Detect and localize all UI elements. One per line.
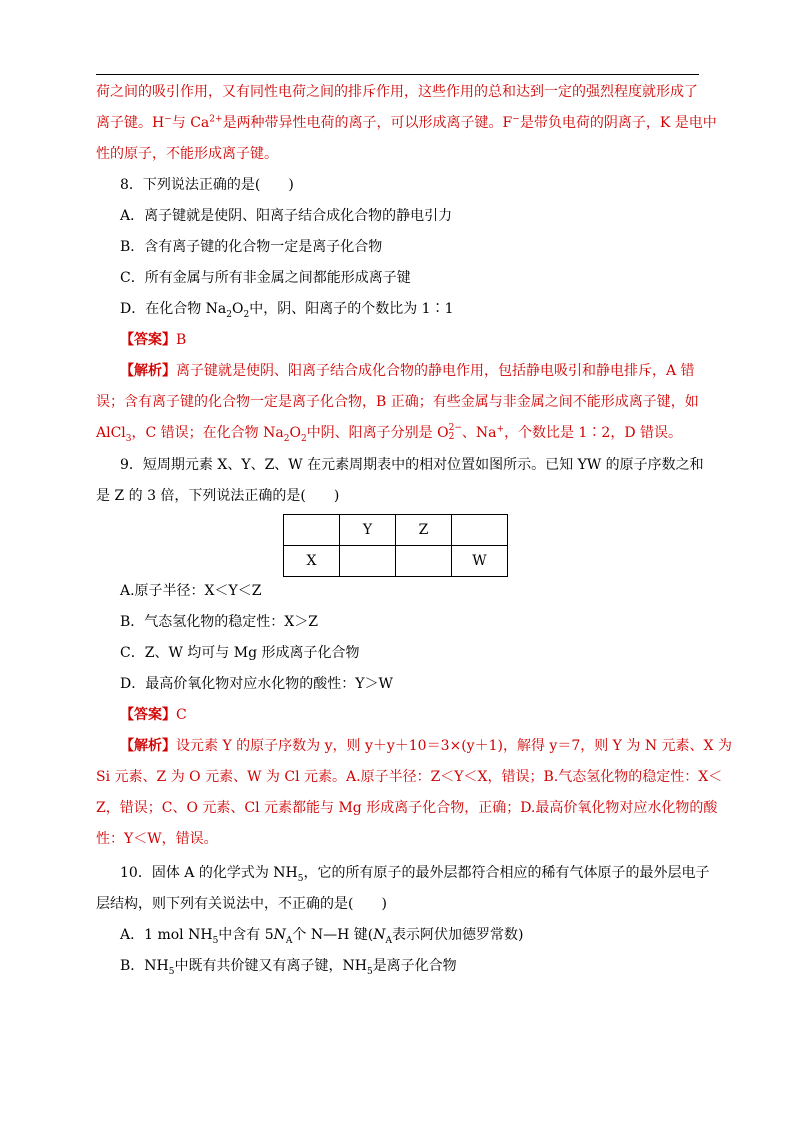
table-cell	[396, 546, 452, 577]
question-stem: 8．下列说法正确的是( )	[120, 177, 294, 193]
table-row	[284, 546, 508, 577]
prev-analysis-line	[96, 108, 717, 139]
table-cell: Z	[396, 515, 452, 546]
text-run: 是带负电荷的阴离子，K 是电中	[519, 115, 717, 131]
option-b	[96, 951, 700, 982]
option-d: D．最高价氧化物对应水化物的酸性：Y＞W	[120, 676, 393, 692]
ion-script	[449, 424, 462, 442]
answer-value: B	[176, 332, 187, 348]
option-b: B．气态氢化物的稳定性：X＞Z	[120, 614, 318, 630]
analysis-line: Z，错误；C、O 元素、Cl 元素都能与 Mg 形成离子化合物，正确；D.最高价氧化物对应水化物的酸	[96, 800, 718, 816]
question-9	[96, 450, 704, 512]
subscript: 2	[283, 433, 290, 444]
subscript: 5	[168, 966, 175, 977]
subscript: 5	[366, 966, 373, 977]
superscript: 2−	[448, 423, 462, 433]
analysis-line: 性：Y＜W，错误。	[96, 831, 218, 847]
prev-analysis-line: 性的原子，不能形成离子键。	[96, 146, 278, 162]
question-stem: 层结构，则下列有关说法中，不正确的是( )	[96, 896, 387, 912]
text-run: 、Na	[461, 425, 497, 441]
text-run: 10．固体 A 的化学式为 NH	[120, 865, 298, 881]
table-cell	[340, 546, 396, 577]
text-run: 中阴、阳离子分别是 O	[306, 425, 449, 441]
analysis-label: 【解析】	[120, 738, 176, 754]
table-cell: W	[452, 546, 508, 577]
subscript: 3	[125, 433, 132, 444]
answer	[96, 700, 700, 731]
analysis-line	[96, 418, 700, 449]
table-cell: X	[284, 546, 340, 577]
question-10	[96, 858, 710, 982]
subscript: 2	[226, 309, 233, 320]
text-run: 中，阴、阳离子的个数比为 1∶1	[249, 301, 454, 317]
analysis-line: Si 元素、Z 为 O 元素、W 为 Cl 元素。A.原子半径：Z＜Y＜X，错误；B.气态氢化物的稳定性：X＜	[96, 769, 723, 785]
text-run: 离子键就是使阴、阳离子结合成化合物的静电作用，包括静电吸引和静电排斥，A 错	[176, 363, 695, 379]
text-run: 是两种带异性电荷的离子，可以形成离子键。F	[222, 115, 513, 131]
subscript: 5	[297, 873, 304, 884]
subscript: 2	[243, 309, 250, 320]
text-run: 与 Ca	[171, 115, 210, 131]
italic-symbol: N	[373, 927, 386, 943]
text-run: ，它的所有原子的最外层都符合相应的稀有气体原子的最外层电子	[303, 865, 710, 881]
table-cell	[452, 515, 508, 546]
analysis-line	[96, 356, 700, 387]
table-cell: Y	[340, 515, 396, 546]
superscript: +	[496, 424, 505, 435]
analysis	[96, 356, 700, 449]
text-run: 是离子化合物	[372, 958, 457, 974]
answer-label: 【答案】	[120, 707, 176, 723]
header-rule	[96, 74, 699, 75]
superscript: −	[164, 114, 172, 125]
question-9-options	[96, 576, 732, 855]
subscript: 5	[212, 935, 219, 946]
answer	[96, 325, 700, 356]
periodic-table-fragment	[283, 514, 508, 577]
option-a: A.原子半径：X＜Y＜Z	[120, 583, 262, 599]
question-stem: 是 Z 的 3 倍，下列说法正确的是( )	[96, 488, 340, 504]
analysis-line: 误；含有离子键的化合物一定是离子化合物，B 正确；有些金属与非金属之间不能形成离子键，如	[96, 394, 699, 410]
option-a: A．离子键就是使阴、阳离子结合成化合物的静电引力	[120, 208, 453, 224]
text-run: O	[289, 425, 301, 441]
text-run: 表示阿伏加德罗常数)	[391, 927, 524, 943]
text-run: D．在化合物 Na	[120, 301, 227, 317]
superscript: 2+	[209, 114, 223, 125]
question-stem	[96, 858, 710, 889]
text-run: 离子键。H	[96, 115, 165, 131]
table-cell	[284, 515, 340, 546]
text-run: ，C 错误；在化合物 Na	[131, 425, 284, 441]
table-row	[284, 515, 508, 546]
text-run: 中既有共价键又有离子键，NH	[174, 958, 367, 974]
superscript: −	[512, 114, 520, 125]
text-run: B．NH	[120, 958, 169, 974]
answer-value: C	[176, 707, 187, 723]
text-run: AlCl	[96, 425, 126, 441]
prev-analysis-line: 荷之间的吸引作用，又有同性电荷之间的排斥作用，这些作用的总和达到一定的强烈程度就形成了	[96, 84, 698, 100]
analysis-line	[96, 731, 732, 762]
text-run: ，个数比是 1∶2，D 错误。	[504, 425, 683, 441]
option-d	[96, 294, 700, 325]
option-c: C．Z、W 均可与 Mg 形成离子化合物	[120, 645, 360, 661]
analysis	[96, 731, 732, 855]
text-run: 设元素 Y 的原子序数为 y，则 y＋y＋10＝3×(y＋1)，解得 y＝7，则 Y 为 N 元素、X 为	[176, 738, 732, 754]
answer-label: 【答案】	[120, 332, 176, 348]
italic-symbol: N	[273, 927, 286, 943]
text-run: 中含有 5	[218, 927, 274, 943]
option-a	[96, 920, 700, 951]
text-run: O	[232, 301, 244, 317]
subscript: A	[285, 935, 293, 946]
text-run: A．1 mol NH	[120, 927, 213, 943]
text-run: 个 N—H 键(	[292, 927, 374, 943]
option-c: C．所有金属与所有非金属之间都能形成离子键	[120, 270, 411, 286]
analysis-label: 【解析】	[120, 363, 176, 379]
subscript: 2	[300, 433, 307, 444]
option-b: B．含有离子键的化合物一定是离子化合物	[120, 239, 383, 255]
prev-analysis	[96, 77, 717, 170]
question-8	[96, 170, 700, 449]
subscript: 2	[448, 432, 455, 442]
subscript: A	[385, 935, 392, 946]
question-stem: 9．短周期元素 X、Y、Z、W 在元素周期表中的相对位置如图所示。已知 YW 的原子序数之和	[120, 457, 704, 473]
